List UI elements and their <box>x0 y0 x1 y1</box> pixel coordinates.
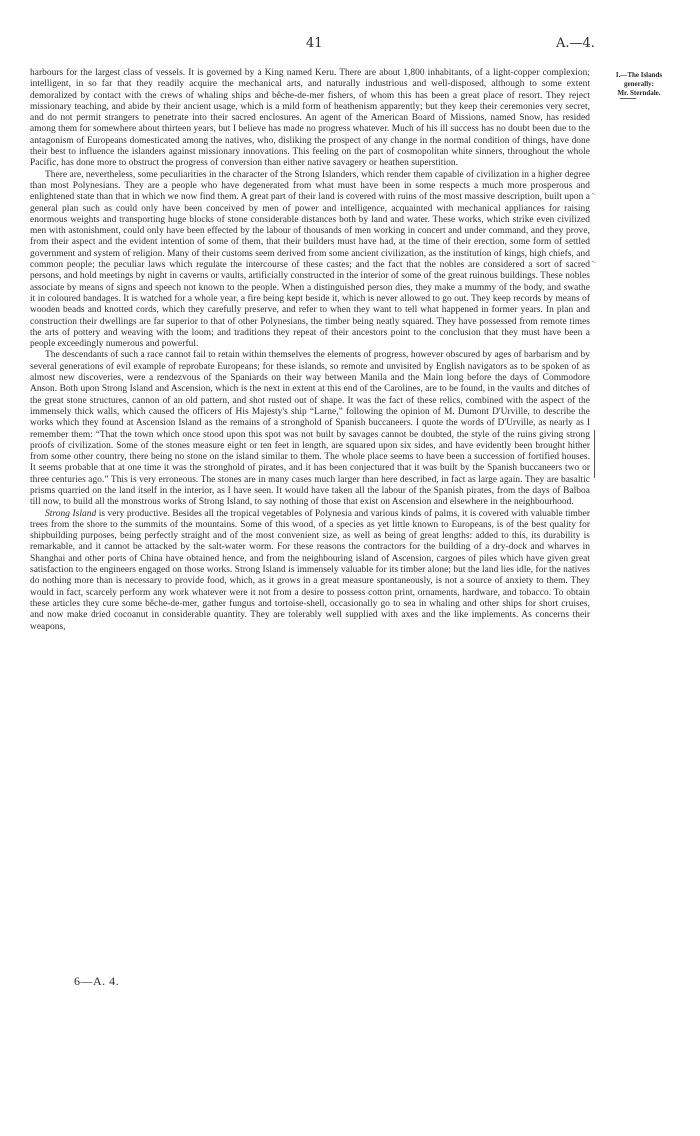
margin-note-line: generally: <box>624 80 654 88</box>
margin-side-bar <box>594 430 595 478</box>
paragraph: There are, nevertheless, some peculiarities in the character of the Strong Islanders, which render them capable of civilization in a higher degree than most Polynesians. They are a people who have degenerated from what must have been in some respects a much more prosperous and enlightened state than that in which we now find them. A great part of their land is covered with ruins of the most massive description, built upon a general plan such as could only have been conceived by men of power and intelligence, acquainted with mechanical appliances for raising enormous weights and transporting huge blocks of stone considerable distances both by land and water. These works, which strike even civilized men with astonishment, could only have been effected by the labour of thousands of men working in concert and under command, and they prove, from their aspect and the evident intention of some of them, that their builders must have had, at the time of their erection, some form of settled government and system of religion. Many of their customs seem derived from some ancient civilization, as the institution of kings, high chiefs, and common people; the peculiar laws which regulate the intercourse of these castes; and the fact that the nobles are considered a sort of sacred persons, and hold meetings by night in caverns or vaults, artificially constructed in the interior of some of the great ruinous buildings. These nobles associate by means of signs and speech not known to the people. When a distinguished person dies, they make a mummy of the body, and swathe it in coloured bandages. It is watched for a whole year, a fire being kept beside it, which is never allowed to go out. They keep records by means of wooden beads and knotted cords, which they carefully preserve, and refer to when they want to tell what happened in former years. In plan and construction their dwellings are far superior to that of other Polynesians, the timber being neatly squared. They have possessed from remote times the arts of pottery and weaving with the loom; and traditions they repeat of their ancestors point to the conclusion that they must have been a people exceedingly numerous and powerful. <box>30 169 590 350</box>
signature-mark: 6—A. 4. <box>74 974 120 988</box>
margin-note <box>596 71 682 98</box>
margin-rule <box>620 98 636 99</box>
paragraph: The descendants of such a race cannot fail to retain within themselves the elements of progress, however obscured by ages of barbarism and by several generations of evil example of reprobate Europeans; for these islands, so remote and unvisited by English navigators as to be spoken of as almost new discoveries, were a rendezvous of the Spaniards on their way between Manila and the Main long before the days of Commodore Anson. Both upon Strong Island and Ascension, which is the next in extent at this end of the Carolines, are to be found, in the vaults and ditches of the great stone structures, cannon of an old pattern, and shot rusted out of shape. It was the fact of these relics, combined with the aspect of the immensely thick walls, which caused the officers of His Majesty's ship “Larne,” following the opinion of M. Dumont D'Urville, to describe the works which they found at Ascension Island as the remains of a stronghold of Spanish buccaneers. I quote the words of D'Urville, as nearly as I remember them: “That the town which once stood upon this spot was not built by savages cannot be doubted, the style of the ruins giving strong proofs of civilization. Some of the stones measure eight or ten feet in length, are squared upon six sides, and have evidently been brought hither from some other country, there being no stone on the island similar to them. The whole place seems to have been a succession of fortified houses. It seems probable that at one time it was the stronghold of pirates, and it has been conjectured that it was built by the Spanish buccaneers two or three centuries ago.” This is very erroneous. The stones are in many cases much larger than here described, in fact as large again. They are basaltic prisms quarried on the land itself in the interior, as I have seen. It would have taken all the labour of the Spanish pirates, from the days of Balboa till now, to build all the monstrous works of Strong Island, to say nothing of those that exist on Ascension and elsewhere in the neighbourhood. <box>30 350 590 508</box>
body-text <box>30 68 590 633</box>
paragraph: harbours for the largest class of vessels. It is governed by a King named Keru. There are about 1,800 inhabitants, of a light-copper complexion; intelligent, in so far that they readily acquire the mechanical arts, and naturally industrious and well-disposed, although to some extent demoralized by contact with the crews of whaling ships and bêche-de-mer fishers, of whom this has been a great place of resort. They reject missionary teaching, and abide by their ancient usage, which is a mild form of heathenism apparently; but they keep their ceremonies very secret, and do not permit strangers to penetrate into their sacred enclosures. An agent of the American Board of Missions, named Snow, has resided among them for somewhere about thirteen years, but I believe has made no progress whatever. Much of his ill success has no doubt been due to the antagonism of Europeans domesticated among the natives, who, disliking the prospect of any change in the normal condition of things, have done their best to influence the islanders against missionary innovations. This feeling on the part of cosmopolitan white sinners, throughout the whole Pacific, has done more to obstruct the progress of conversion than either native savagery or heathen superstition. <box>30 68 590 169</box>
margin-note-line: I.—The Islands <box>615 71 663 79</box>
paper-code: A.—4. <box>556 36 595 51</box>
page-number: 41 <box>306 36 323 51</box>
page-header <box>0 36 700 52</box>
margin-note-line: Mr. Sterndale. <box>617 89 661 97</box>
paragraph-rest: is very productive. Besides all the tropical vegetables of Polynesia and various kinds of palms, it is covered with valuable timber trees from the shore to the summits of the mountains. Some of this wood, of a species as yet little known to Europeans, is of the best quality for shipbuilding purposes, being perfectly straight and of the most convenient size, as well as being of great lengths: added to this, its durability is remarkable, and it cannot be attacked by the salt-water worm. For these reasons the contractors for the building of a dry-dock and wharves in Shanghai and other ports of China have obtained hence, and from the neighbouring island of Ascension, cargoes of piles which have given great satisfaction to the engineers engaged on those works. Strong Island is immensely valuable for its timber alone; but the land lies idle, for the natives do nothing more than is necessary to provide food, which, as it grows in a great measure spontaneously, is not a source of anxiety to them. They would in fact, scarcely perform any work whatever were it not from a desire to possess cotton print, ornaments, hardware, and tobacco. To obtain these articles they cure some bêche-de-mer, gather fungus and tortoise-shell, occasionally go to sea in whaling and other ships for short cruises, and now make dried cocoanut in considerable quantity. They are tolerably well supplied with axes and the like implements. As concerns their weapons, <box>30 508 591 632</box>
margin-tick-mark: ˞ <box>592 258 596 267</box>
paragraph-strong-island <box>30 509 590 633</box>
margin-tick-mark: ˞ <box>592 190 596 199</box>
italic-lead: Strong Island <box>45 508 97 519</box>
